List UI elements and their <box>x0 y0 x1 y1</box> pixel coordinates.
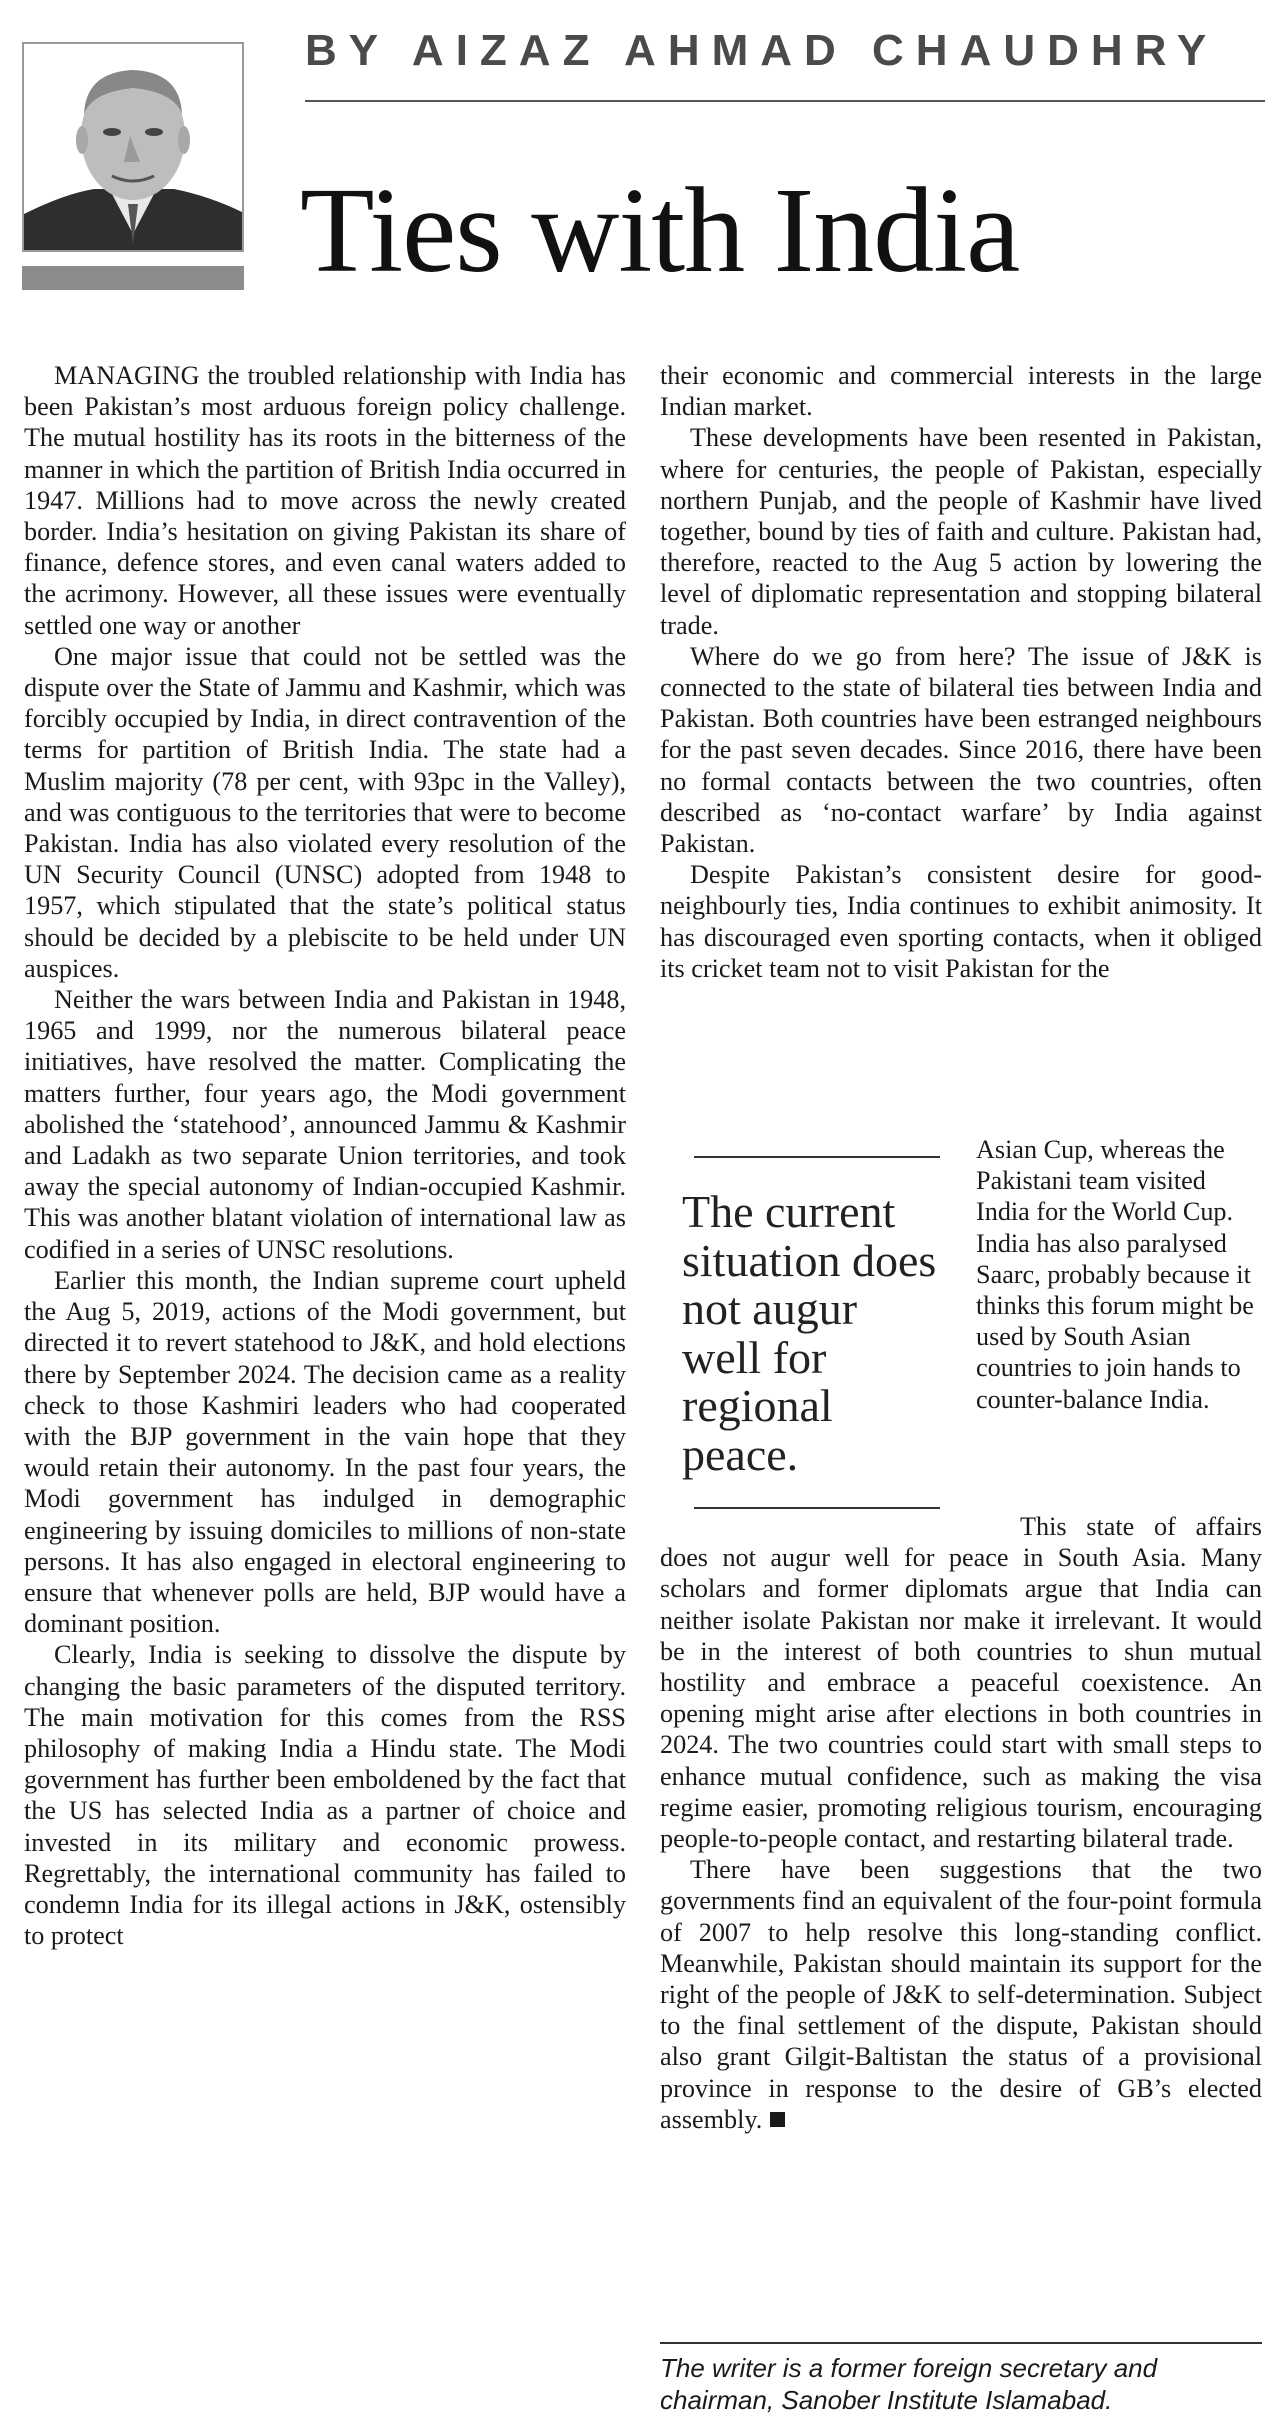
pull-quote-text: The current situation does not augur well for regional peace. <box>682 1186 937 1480</box>
pull-quote-rule-bottom <box>694 1507 940 1509</box>
paragraph: Earlier this month, the Indian supreme court upheld the Aug 5, 2019, actions of the Modi government, but directed it to revert statehood to J&K, and hold elections there by September 2024. The decision came as a reality check to those Kashmiri leaders who had cooperated with the BJP government in the vain hope that they would retain their autonomy. In the past four years, the Modi government has indulged in demographic engineering by issuing domiciles to millions of non-state persons. It has also engaged in electoral engineering to ensure that whenever polls are held, BJP would have a dominant position. <box>24 1265 626 1639</box>
article-column-2-top <box>660 360 1262 984</box>
paragraph: One major issue that could not be settled was the dispute over the State of Jammu and Kashmir, which was forcibly occupied by India, in direct contravention of the terms for partition of British India. The state had a Muslim majority (78 per cent, with 93pc in the Valley), and was contiguous to the territories that were to become Pakistan. India has also violated every resolution of the UN Security Council (UNSC) adopted from 1948 to 1957, which stipulated that the state’s political status should be decided by a plebiscite to be held under UN auspices. <box>24 641 626 983</box>
paragraph-final <box>660 1854 1262 2135</box>
paragraph: Despite Pakistan’s consistent desire for good-neighbourly ties, India continues to exhibit animosity. It has discouraged even sporting contacts, when it obliged its cricket team not to visit Pakistan for the <box>660 860 1262 983</box>
paragraph: Neither the wars between India and Pakistan in 1948, 1965 and 1999, nor the numerous bilateral peace initiatives, have resolved the matter. Complicating the matters further, four years ago, the Modi government abolished the ‘statehood’, announced Jammu & Kashmir and Ladakh as two separate Union territories, and took away the special autonomy of Indian-occupied Kashmir. This was another blatant violation of international law as codified in a series of UNSC resolutions. <box>24 985 626 1264</box>
paragraph: This state of affairs does not augur well for peace in South Asia. Many scholars and former diplomats argue that India can neither isolate Pakistan nor make it irrelevant. It would be in the interest of both countries to shun mutual hostility and embrace a peaceful coexistence. An opening might arise after elections in both countries in 2024. The two countries could start with small steps to enhance mutual confidence, such as making the visa regime easier, promoting religious tourism, encouraging people-to-people contact, and restarting bilateral trade. <box>660 1512 1262 1854</box>
article-column-2-bottom <box>660 1511 1262 2135</box>
pull-quote <box>680 1156 940 1509</box>
paragraph: Where do we go from here? The issue of J&K is connected to the state of bilateral ties between India and Pakistan. Both countries have been estranged neighbours for the past seven decades. Since 2016, there have been no formal contacts between the two countries, often described as ‘no-contact warfare’ by India against Pakistan. <box>660 641 1262 859</box>
article-column-1 <box>24 360 626 1951</box>
paragraph: Asian Cup, whereas the Pakistani team visited India for the World Cup. India has also paralysed Saarc, probably because it thinks this forum might be used by South Asian countries to join hands to counter-balance India. <box>976 1135 1254 1414</box>
photo-caption-bar <box>22 266 244 290</box>
byline-rule <box>305 100 1265 102</box>
paragraph: their economic and commercial interests in the large Indian market. <box>660 361 1262 422</box>
paragraph: Clearly, India is seeking to dissolve the dispute by changing the basic parameters of the disputed territory. The main motivation for this comes from the RSS philosophy of making India a Hindu state. The Modi government has further been emboldened by the fact that the US has selected India as a partner of choice and invested in its military and economic prowess. Regrettably, the international community has failed to condemn India for its illegal actions in J&K, ostensibly to protect <box>24 1640 626 1951</box>
footer-rule <box>660 2342 1262 2344</box>
author-photo <box>22 42 244 252</box>
author-note: The writer is a former foreign secretary and chairman, Sanober Institute Islamabad. <box>660 2353 1158 2415</box>
author-portrait-image <box>24 44 242 250</box>
paragraph: MANAGING the troubled relationship with India has been Pakistan’s most arduous foreign policy challenge. The mutual hostility has its roots in the bitterness of the manner in which the partition of British India occurred in 1947. Millions had to move across the newly created border. India’s hesitation on giving Pakistan its share of finance, defence stores, and even canal waters added to the acrimony. However, all these issues were eventually settled one way or another <box>24 361 626 640</box>
headline: Ties with India <box>300 163 1020 298</box>
paragraph-final-text: There have been suggestions that the two governments find an equivalent of the four-point formula of 2007 to help resolve this long-standing conflict. Meanwhile, Pakistan should maintain its support for the right of the people of J&K to self-determination. Subject to the final settlement of the dispute, Pakistan should also grant Gilgit-Baltistan the status of a provisional province in response to the desire of GB’s elected assembly. <box>660 1855 1262 2134</box>
paragraph: These developments have been resented in Pakistan, where for centuries, the people of Pakistan, especially northern Punjab, and the people of Kashmir have lived together, bound by ties of faith and culture. Pakistan had, therefore, reacted to the Aug 5 action by lowering the level of diplomatic representation and stopping bilateral trade. <box>660 423 1262 640</box>
end-mark-icon <box>770 2112 785 2127</box>
byline: BY AIZAZ AHMAD CHAUDHRY <box>305 26 1219 75</box>
article-column-2-side <box>976 1134 1262 1415</box>
